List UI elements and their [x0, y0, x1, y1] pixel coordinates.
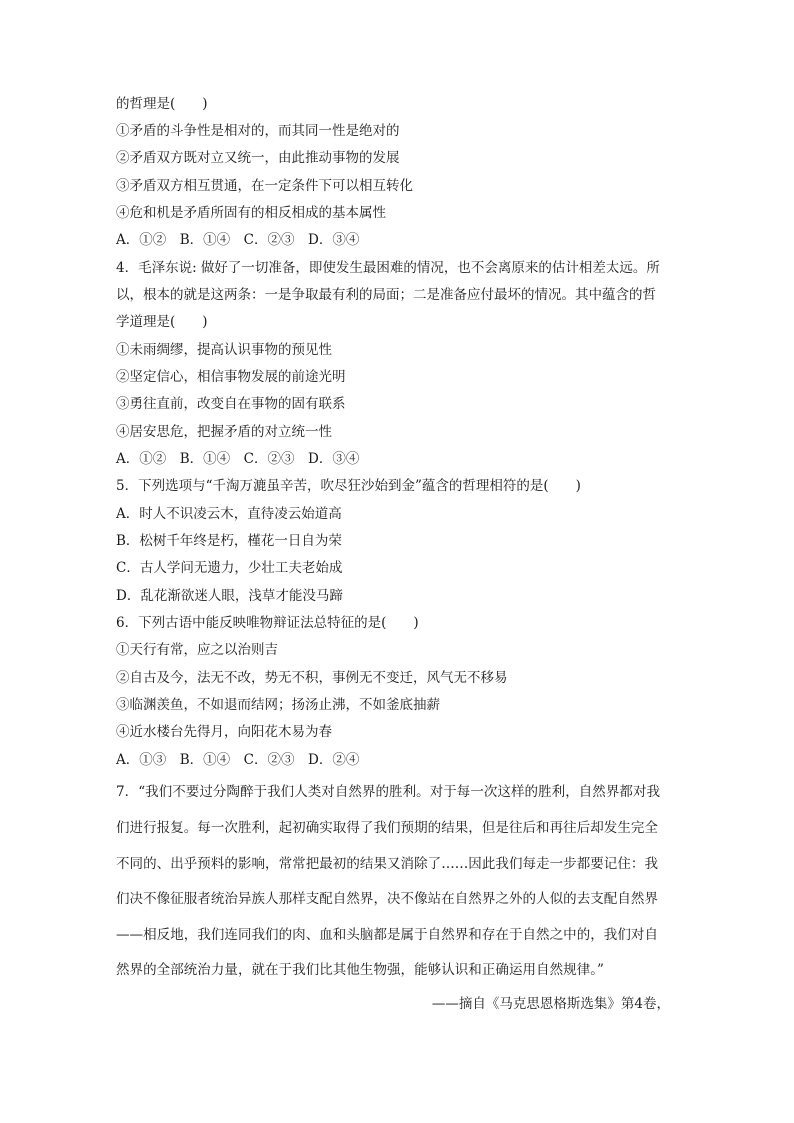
- question-4-stem: 4．毛泽东说: 做好了一切准备，即使发生最困难的情况，也不会离原来的估计相差太远。所: [116, 260, 660, 276]
- q3-options: A．①② B．①④ C．②③ D．③④: [116, 232, 360, 248]
- q6-statement-4: ④近水楼台先得月，向阳花木易为春: [116, 724, 332, 740]
- q3-statement-4: ④危和机是矛盾所固有的相反相成的基本属性: [116, 205, 386, 221]
- question-4-stem-cont: 以，根本的就是这两条：一是争取最有利的局面；二是准备应付最坏的情况。其中蕴含的哲: [116, 287, 656, 303]
- q6-statement-2: ②自古及今，法无不改，势无不积，事例无不变迁，风气无不移易: [116, 670, 508, 686]
- q4-statement-4: ④居安思危，把握矛盾的对立统一性: [116, 424, 332, 440]
- q3-statement-2: ②矛盾双方既对立又统一，由此推动事物的发展: [116, 150, 400, 166]
- question-7-quote-line: 不同的、出乎预料的影响，常常把最初的结果又消除了……因此我们每走一步都要记住：我: [116, 856, 658, 872]
- q5-option-c: C．古人学问无遗力，少壮工夫老始成: [116, 560, 343, 576]
- question-7-quote-line: 然界的全部统治力量，就在于我们比其他生物强，能够认识和正确运用自然规律。”: [116, 962, 605, 978]
- q5-option-b: B．松树千年终是朽，槿花一日自为荣: [116, 533, 342, 549]
- question-4-stem-end: 学道理是( ): [116, 314, 208, 330]
- question-3-stem-end: 的哲理是( ): [116, 96, 208, 112]
- q5-option-d: D．乱花渐欲迷人眼，浅草才能没马蹄: [116, 588, 343, 604]
- q3-statement-3: ③矛盾双方相互贯通，在一定条件下可以相互转化: [116, 178, 413, 194]
- question-7-quote-line: 们进行报复。每一次胜利，起初确实取得了我们预期的结果，但是往后和再往后却发生完全: [116, 820, 658, 836]
- question-6-stem: 6．下列古语中能反映唯物辩证法总特征的是( ): [116, 615, 419, 631]
- question-5-stem: 5．下列选项与“千淘万漉虽辛苦，吹尽狂沙始到金”蕴含的哲理相符的是( ): [116, 478, 581, 494]
- q4-statement-3: ③勇往直前，改变自在事物的固有联系: [116, 396, 346, 412]
- q5-option-a: A．时人不识凌云木，直待凌云始道高: [116, 506, 342, 522]
- q4-statement-2: ②坚定信心，相信事物发展的前途光明: [116, 369, 346, 385]
- q4-statement-1: ①未雨绸缪，提高认识事物的预见性: [116, 342, 332, 358]
- q6-options: A．①③ B．①④ C．②③ D．②④: [116, 752, 360, 768]
- question-7-quote-line: ——相反地，我们连同我们的肉、血和头脑都是属于自然界和存在于自然之中的，我们对自: [116, 927, 658, 943]
- q6-statement-1: ①天行有常，应之以治则吉: [116, 642, 278, 658]
- question-7-quote-line: 们决不像征服者统治异族人那样支配自然界，决不像站在自然界之外的人似的去支配自然界: [116, 891, 658, 907]
- q6-statement-3: ③临渊羡鱼，不如退而结网；扬汤止沸，不如釜底抽薪: [116, 697, 440, 713]
- q4-options: A．①② B．①④ C．②③ D．③④: [116, 451, 360, 467]
- question-7-quote-line: 7．“我们不要过分陶醉于我们人类对自然界的胜利。对于每一次这样的胜利，自然界都对我: [116, 784, 661, 800]
- quote-source-citation: ——摘自《马克思恩格斯选集》第4卷，: [431, 996, 670, 1012]
- q3-statement-1: ①矛盾的斗争性是相对的，而其同一性是绝对的: [116, 123, 400, 139]
